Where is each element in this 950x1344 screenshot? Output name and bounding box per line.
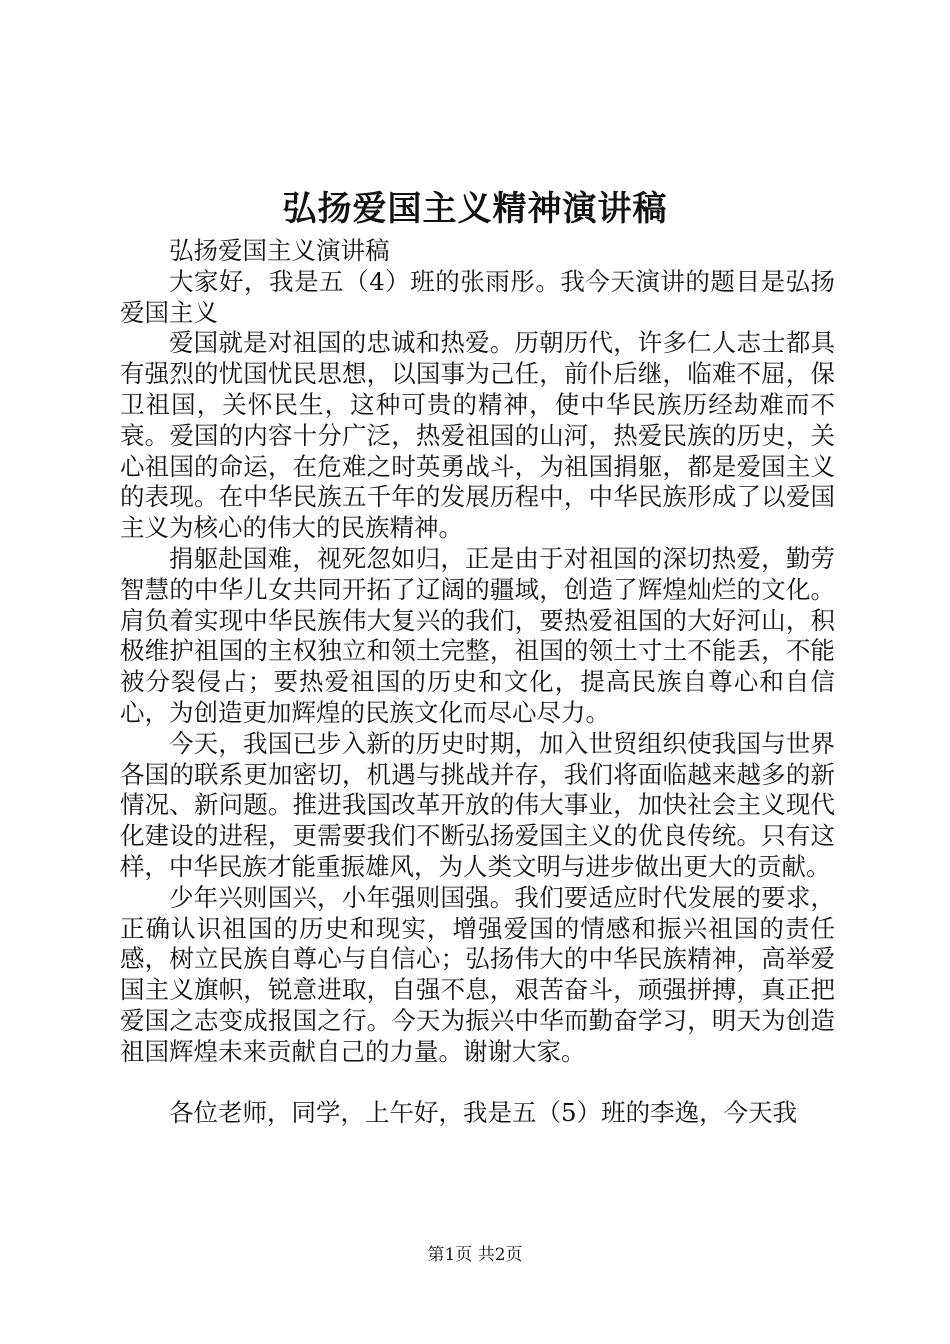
- page-number-footer: 第1页 共2页: [427, 1245, 523, 1265]
- paragraph: 弘扬爱国主义演讲稿: [169, 236, 390, 265]
- paragraph: 爱国就是对祖国的忠诚和热爱。历朝历代，许多仁人志士都具有强烈的忧国忧民思想，以国事为己任，前仆后继，临难不屈，保卫祖国，关怀民生，这种可贵的精神，使中华民族历经劫难而不衰。爱国的内容十分广泛，热爱祖国的山河，热爱民族的历史，关心祖国的命运，在危难之时英勇战斗，为祖国捐躯，都是爱国主义的表现。在中华民族五千年的发展历程中，中华民族形成了以爱国主义为核心的伟大的民族精神。: [120, 328, 835, 543]
- document-title: 弘扬爱国主义精神演讲稿: [282, 189, 668, 229]
- document-body: [120, 236, 835, 1128]
- paragraph: 今天，我国已步入新的历史时期，加入世贸组织使我国与世界各国的联系更加密切，机遇与挑战并存，我们将面临越来越多的新情况、新问题。推进我国改革开放的伟大事业，加快社会主义现代化建设的进程，更需要我们不断弘扬爱国主义的优良传统。只有这样，中华民族才能重振雄风，为人类文明与进步做出更大的贡献。: [120, 728, 835, 881]
- paragraph: 少年兴则国兴，小年强则国强。我们要适应时代发展的要求，正确认识祖国的历史和现实，增强爱国的情感和振兴祖国的责任感，树立民族自尊心与自信心；弘扬伟大的中华民族精神，高举爱国主义旗帜，锐意进取，自强不息，艰苦奋斗，顽强拼搏，真正把爱国之志变成报国之行。今天为振兴中华而勤奋学习，明天为创造祖国辉煌未来贡献自己的力量。谢谢大家。: [120, 882, 835, 1066]
- paragraph: 各位老师，同学，上午好，我是五（5）班的李逸，今天我: [169, 1097, 798, 1127]
- paragraph: 捐躯赴国难，视死忽如归，正是由于对祖国的深切热爱，勤劳智慧的中华儿女共同开拓了辽阔的疆域，创造了辉煌灿烂的文化。肩负着实现中华民族伟大复兴的我们，要热爱祖国的大好河山，积极维护祖国的主权独立和领土完整，祖国的领土寸土不能丢，不能被分裂侵占；要热爱祖国的历史和文化，提高民族自尊心和自信心，为创造更加辉煌的民族文化而尽心尽力。: [120, 543, 835, 727]
- paragraph: 大家好，我是五（4）班的张雨彤。我今天演讲的题目是弘扬爱国主义: [120, 266, 835, 327]
